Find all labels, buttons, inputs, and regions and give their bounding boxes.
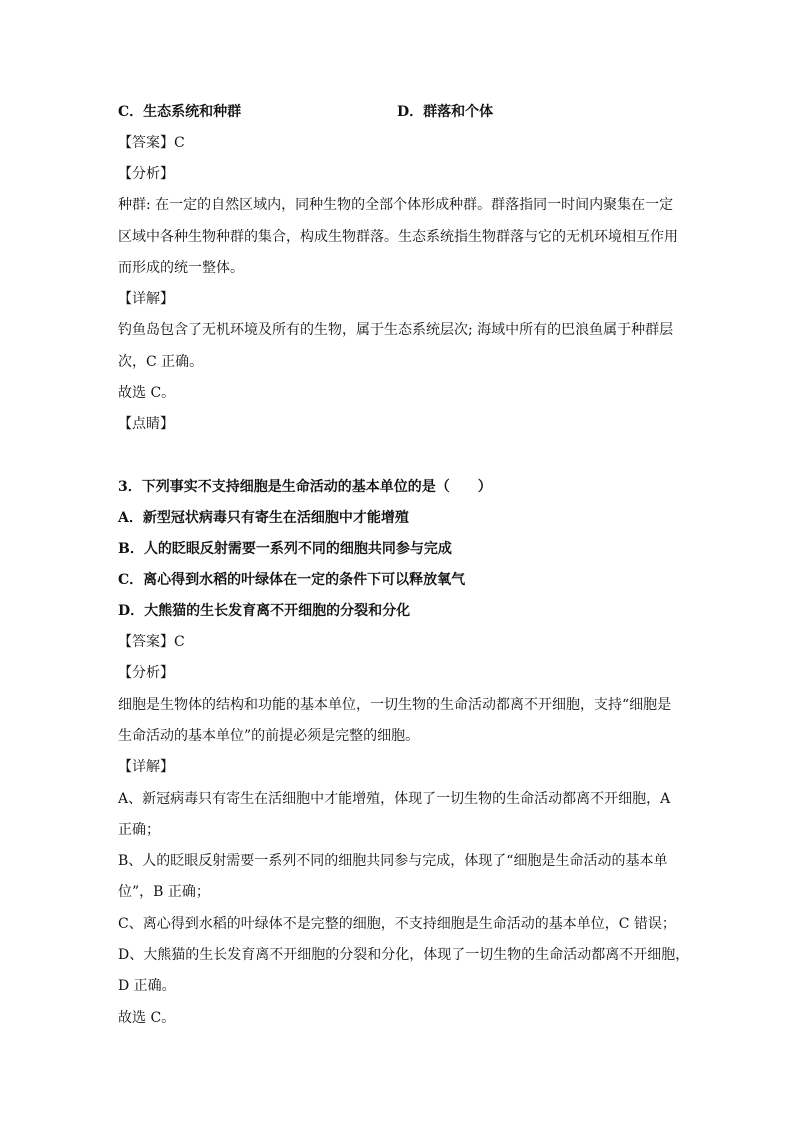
q3-detail-line-6: D、大熊猫的生长发育离不开细胞的分裂和分化，体现了一切生物的生命活动都离不开细胞， [118, 947, 690, 963]
q3-analysis-label: 【分析】 [118, 665, 174, 681]
q3-detail-line-7: D 正确。 [118, 978, 176, 994]
q3-option-b: B．人的眨眼反射需要一系列不同的细胞共同参与完成 [118, 541, 452, 557]
q2-option-c: C．生态系统和种群 [118, 104, 242, 120]
q3-conclusion: 故选 C。 [118, 1010, 176, 1026]
q2-comment-label: 【点睛】 [118, 416, 174, 432]
q3-analysis-line-2: 生命活动的基本单位”的前提必须是完整的细胞。 [118, 728, 420, 744]
q2-answer: 【答案】C [118, 135, 185, 151]
q2-detail-line-1: 钓鱼岛包含了无机环境及所有的生物，属于生态系统层次; 海域中所有的巴浪鱼属于种群层 [118, 322, 674, 338]
q3-answer: 【答案】C [118, 634, 185, 650]
q3-option-c: C．离心得到水稻的叶绿体在一定的条件下可以释放氧气 [118, 572, 466, 588]
q2-analysis-line-2: 区域中各种生物种群的集合，构成生物群落。生态系统指生物群落与它的无机环境相互作用 [118, 229, 678, 245]
q3-detail-line-4: 位”，B 正确； [118, 884, 210, 900]
q3-question: 3．下列事实不支持细胞是生命活动的基本单位的是（ ） [118, 479, 492, 495]
q2-detail-line-2: 次，C 正确。 [118, 354, 204, 370]
q2-detail-label: 【详解】 [118, 291, 174, 307]
q3-analysis-line-1: 细胞是生物体的结构和功能的基本单位，一切生物的生命活动都离不开细胞，支持“细胞是 [118, 697, 672, 713]
q3-detail-line-5: C、离心得到水稻的叶绿体不是完整的细胞，不支持细胞是生命活动的基本单位，C 错误； [118, 916, 676, 932]
q2-analysis-line-3: 而形成的统一整体。 [118, 260, 244, 276]
q3-detail-line-1: A、新冠病毒只有寄生在活细胞中才能增殖，体现了一切生物的生命活动都离不开细胞，A [118, 791, 671, 807]
q2-analysis-label: 【分析】 [118, 166, 174, 182]
q3-option-d: D．大熊猫的生长发育离不开细胞的分裂和分化 [118, 603, 411, 619]
q3-detail-label: 【详解】 [118, 759, 174, 775]
q2-option-d: D．群落和个体 [397, 104, 494, 120]
q3-detail-line-3: B、人的眨眼反射需要一系列不同的细胞共同参与完成，体现了“细胞是生命活动的基本单 [118, 853, 668, 869]
q3-option-a: A．新型冠状病毒只有寄生在活细胞中才能增殖 [118, 510, 409, 526]
q2-conclusion: 故选 C。 [118, 385, 176, 401]
q2-options-row [118, 102, 678, 122]
q3-detail-line-2: 正确； [118, 822, 160, 838]
q2-analysis-line-1: 种群: 在一定的自然区域内，同种生物的全部个体形成种群。群落指同一时间内聚集在一定 [118, 197, 674, 213]
